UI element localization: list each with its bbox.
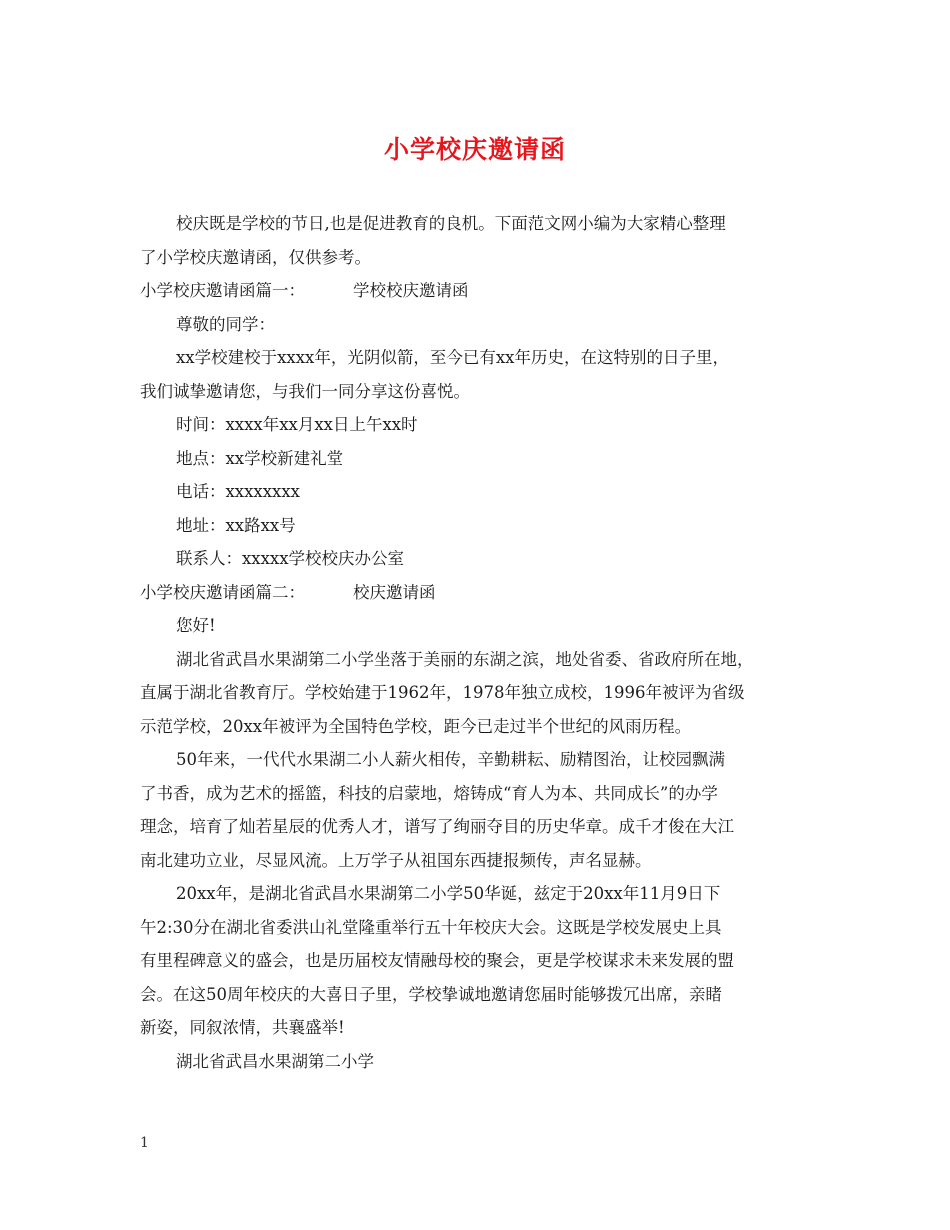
signature: 湖北省武昌水果湖第二小学 <box>176 1051 374 1071</box>
info-time: 时间：xxxx年xx月xx日上午xx时 <box>176 415 418 434</box>
paragraph-line: 了书香，成为艺术的摇篮，科技的启蒙地，熔铸成“育人为本、共同成长”的办学 <box>140 783 718 803</box>
section-label: 小学校庆邀请函篇二： <box>140 582 305 602</box>
paragraph-line: 新姿，同叙浓情，共襄盛举! <box>140 1018 345 1037</box>
info-location: 地点：xx学校新建礼堂 <box>176 448 344 468</box>
greeting: 您好! <box>176 616 216 635</box>
paragraph-line: 会。在这50周年校庆的大喜日子里，学校挚诚地邀请您届时能够拨冗出席，亲睹 <box>140 984 722 1004</box>
section-subtitle: 学校校庆邀请函 <box>353 281 469 300</box>
paragraph-line: 校庆既是学校的节日,也是促进教育的良机。下面范文网小编为大家精心整理 <box>176 214 726 233</box>
paragraph-line: 南北建功立业，尽显风流。上万学子从祖国东西捷报频传，声名显赫。 <box>140 850 652 870</box>
paragraph-line: 午2:30分在湖北省委洪山礼堂隆重举行五十年校庆大会。这既是学校发展史上具 <box>140 917 722 937</box>
paragraph-line: xx学校建校于xxxx年，光阴似箭，至今已有xx年历史，在这特别的日子里， <box>176 348 729 367</box>
info-phone: 电话：xxxxxxxx <box>176 482 300 501</box>
paragraph-line: 50年来，一代代水果湖二小人薪火相传，辛勤耕耘、励精图治，让校园飘满 <box>176 750 725 769</box>
paragraph-line: 我们诚挚邀请您，与我们一同分享这份喜悦。 <box>140 381 470 401</box>
paragraph-line: 20xx年，是湖北省武昌水果湖第二小学50华诞，兹定于20xx年11月9日下 <box>176 884 721 903</box>
document-title: 小学校庆邀请函 <box>383 135 566 164</box>
section-heading <box>140 576 840 610</box>
info-address: 地址：xx路xx号 <box>176 515 296 535</box>
paragraph-line: 有里程碑意义的盛会，也是历届校友情融母校的聚会，更是学校谋求未来发展的盟 <box>140 951 734 970</box>
info-contact: 联系人：xxxxx学校校庆办公室 <box>176 549 405 568</box>
section-subtitle: 校庆邀请函 <box>353 582 436 602</box>
paragraph-line: 理念，培育了灿若星辰的优秀人才，谱写了绚丽夺目的历史华章。成千才俊在大江 <box>140 817 734 836</box>
paragraph-line: 了小学校庆邀请函，仅供参考。 <box>140 247 371 267</box>
document-body <box>140 207 840 1078</box>
greeting: 尊敬的同学： <box>176 314 275 334</box>
paragraph-line: 湖北省武昌水果湖第二小学坐落于美丽的东湖之滨，地处省委、省政府所在地， <box>176 649 754 669</box>
section-label: 小学校庆邀请函篇一： <box>140 281 305 300</box>
section-heading <box>140 274 840 308</box>
paragraph-line: 示范学校，20xx年被评为全国特色学校，距今已走过半个世纪的风雨历程。 <box>140 716 692 736</box>
page-number: 1 <box>140 1135 149 1151</box>
paragraph-line: 直属于湖北省教育厅。学校始建于1962年，1978年独立成校，1996年被评为省级 <box>140 683 745 702</box>
